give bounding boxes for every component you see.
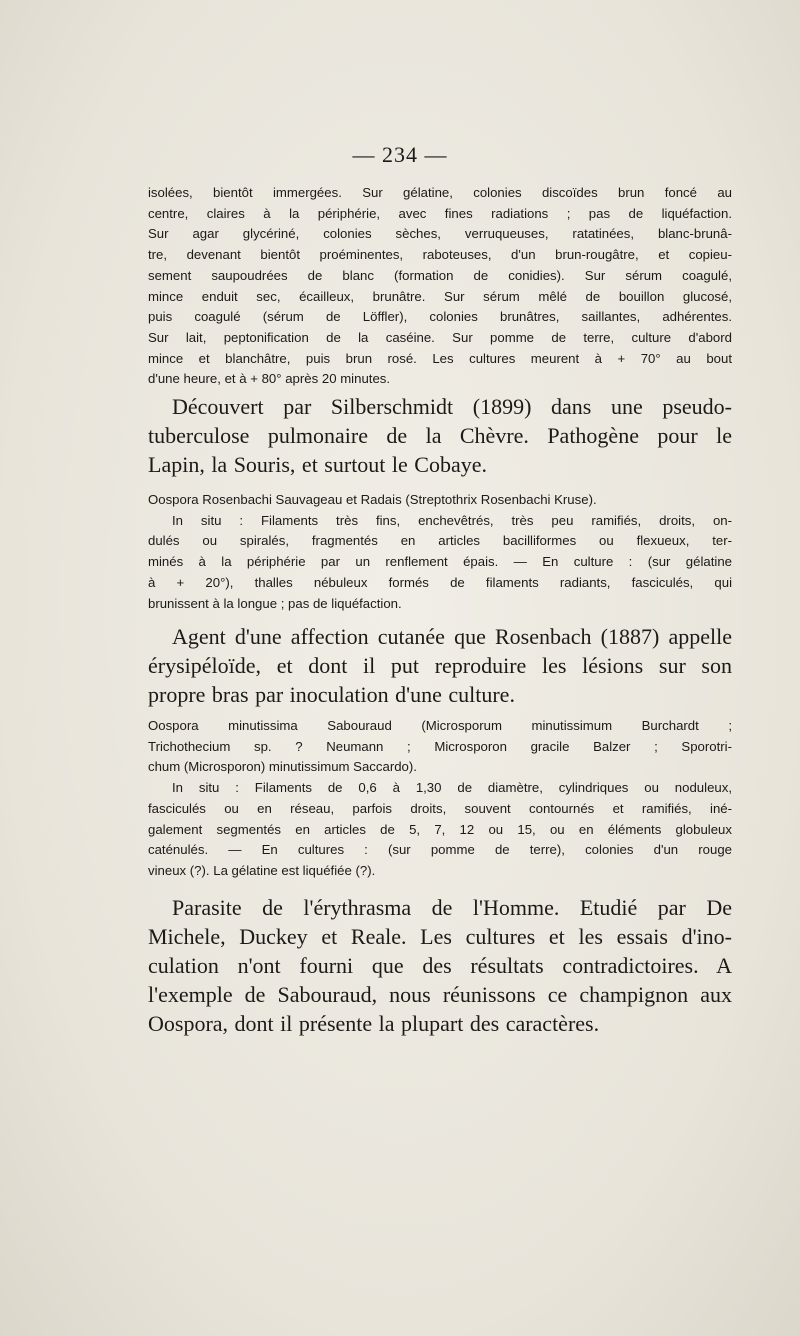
culture-notes-line: mince et blanchâtre, puis brun rosé. Les cultures meurent à + 70° au bout xyxy=(148,350,732,366)
body-text-line: Michele, Duckey et Reale. Les cultures et les essais d'ino- xyxy=(148,924,732,949)
body-text-line: Parasite de l'érythrasma de l'Homme. Etudié par De xyxy=(172,895,732,920)
species-description-line: vineux (?). La gélatine est liquéfiée (?). xyxy=(148,862,376,878)
species-description-line: caténulés. — En cultures : (sur pomme de terre), colonies d'un rouge xyxy=(148,842,732,858)
species-description-line: galement segmentés en articles de 5, 7, 12 ou 15, ou en éléments globuleux xyxy=(148,821,732,837)
body-text-line: Lapin, la Souris, et surtout le Cobaye. xyxy=(148,452,487,477)
body-text-line: propre bras par inoculation d'une culture. xyxy=(148,682,515,707)
species-description-line: In situ : Filaments de 0,6 à 1,30 de diamètre, cylindriques ou noduleux, xyxy=(172,780,732,796)
culture-notes-line: mince enduit sec, écailleux, brunâtre. Sur sérum mêlé de bouillon glucosé, xyxy=(148,288,732,304)
culture-notes-line: sement saupoudrées de blanc (formation de conidies). Sur sérum coagulé, xyxy=(148,267,732,283)
culture-notes-line: d'une heure, et à + 80° après 20 minutes. xyxy=(148,371,391,387)
page-number: — 234 — xyxy=(352,142,448,167)
species-description-line: In situ : Filaments très fins, enchevêtrés, très peu ramifiés, droits, on- xyxy=(172,512,732,528)
species-description-line: minés à la périphérie par un renflement épais. — En culture : (sur gélatine xyxy=(148,554,732,570)
species-description-line: à + 20°), thalles nébuleux formés de filaments radiants, fasciculés, qui xyxy=(148,574,732,590)
culture-notes-paragraph xyxy=(148,183,732,390)
culture-notes-line: Sur agar glycériné, colonies sèches, verruqueuses, ratatinées, blanc-brunâ- xyxy=(148,226,732,242)
body-text-line: Oospora, dont il présente la plupart des caractères. xyxy=(148,1011,600,1036)
body-text-line: Découvert par Silberschmidt (1899) dans une pseudo- xyxy=(172,394,732,419)
species-description-line: fasciculés ou en réseau, parfois droits, souvent contournés et ramifiés, iné- xyxy=(148,800,732,816)
culture-notes-line: isolées, bientôt immergées. Sur gélatine, colonies discoïdes brun foncé au xyxy=(148,185,732,200)
text-paragraph-silberschmidt xyxy=(148,392,732,479)
culture-notes-line: Sur lait, peptonification de la caséine. Sur pomme de terre, culture d'abord xyxy=(148,329,732,345)
culture-notes-line: puis coagulé (sérum de Löffler), colonies brunâtres, saillantes, adhérentes. xyxy=(148,309,732,325)
body-text-line: l'exemple de Sabouraud, nous réunissons ce champignon aux xyxy=(148,982,732,1007)
species-description-line: brunissent à la longue ; pas de liquéfaction. xyxy=(148,595,402,611)
species-entry-minutissima xyxy=(148,716,732,882)
text-paragraph-rosenbach xyxy=(148,622,732,709)
body-text-line: Agent d'une affection cutanée que Rosenbach (1887) appelle xyxy=(172,624,732,649)
species-entry-rosenbachi xyxy=(148,490,732,614)
species-title-line: chum (Microsporon) minutissimum Saccardo). xyxy=(148,759,417,775)
culture-notes-line: centre, claires à la périphérie, avec fines radiations ; pas de liquéfaction. xyxy=(148,205,732,221)
species-title-line: Trichothecium sp. ? Neumann ; Microsporon gracile Balzer ; Sporotri- xyxy=(148,738,732,754)
body-text-line: érysipéloïde, et dont il put reproduire les lésions sur son xyxy=(148,653,732,678)
species-title-line: Oospora Rosenbachi Sauvageau et Radais (Streptothrix Rosenbachi Kruse). xyxy=(148,492,597,507)
species-description-line: dulés ou spiralés, fragmentés en articles bacilliformes ou flexueux, ter- xyxy=(148,533,732,549)
species-title-line: Oospora minutissima Sabouraud (Microsporum minutissimum Burchardt ; xyxy=(148,718,732,733)
culture-notes-line: tre, devenant bientôt proéminentes, raboteuses, d'un brun-rougâtre, et copieu- xyxy=(148,247,732,263)
body-text-line: tuberculose pulmonaire de la Chèvre. Pathogène pour le xyxy=(148,423,732,448)
text-paragraph-erythrasma xyxy=(148,893,732,1038)
body-text-line: culation n'ont fourni que des résultats contradictoires. A xyxy=(148,953,732,978)
